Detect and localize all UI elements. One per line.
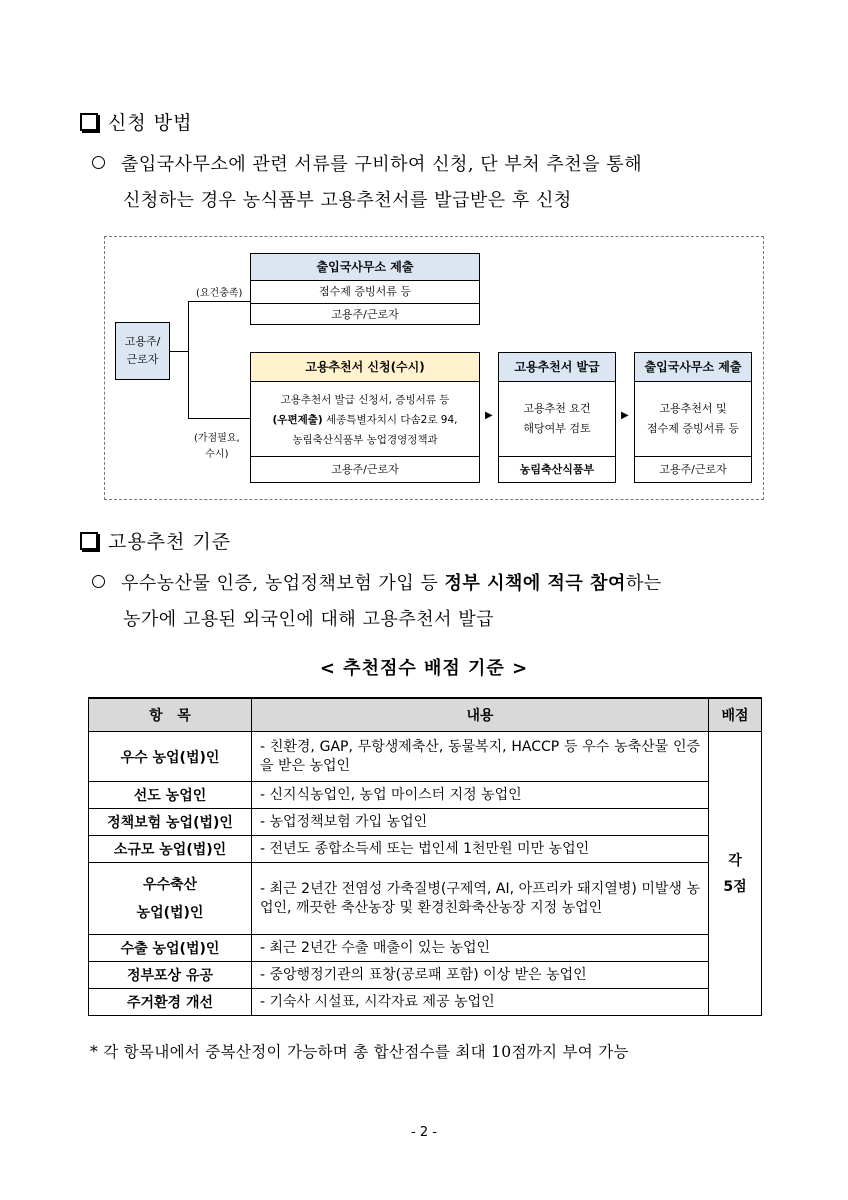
bullet-paragraph-2-cont xyxy=(123,605,494,631)
box-immigration-submit xyxy=(634,352,752,483)
table-row xyxy=(89,809,762,836)
row-content: - 중앙행정기관의 표창(공로패 포함) 이상 받은 농업인 xyxy=(252,962,709,989)
criteria-table xyxy=(88,697,762,1016)
box-text: 점수제 증빙서류 등 xyxy=(646,422,739,435)
box-header: 출입국사무소 제출 xyxy=(635,353,751,382)
table-header-row xyxy=(89,698,762,732)
box-recommendation-issue xyxy=(498,352,616,483)
connector-line xyxy=(188,301,250,302)
box-body xyxy=(251,382,479,457)
box-footer: 고용주/근로자 xyxy=(659,463,727,476)
row-item: 선도 농업인 xyxy=(89,782,252,809)
box-header: 고용추천서 신청(수시) xyxy=(251,353,479,382)
box-header: 출입국사무소 제출 xyxy=(251,254,479,281)
row-item: 수출 농업(법)인 xyxy=(89,935,252,962)
box-body xyxy=(635,382,751,457)
bullet-text: 하는 xyxy=(625,573,662,594)
bullet-text: 출입국사무소에 관련 서류를 구비하여 신청, 단 부처 추천을 통해 xyxy=(121,154,643,175)
box-text: 농림축산식품부 농업경영정책과 xyxy=(292,434,438,446)
row-item: 우수 농업(법)인 xyxy=(89,732,252,782)
row-item: 정책보험 농업(법)인 xyxy=(89,809,252,836)
bullet-paragraph-1-cont xyxy=(123,186,572,212)
connector-line xyxy=(170,351,188,352)
table-row xyxy=(89,732,762,782)
box-row: 점수제 증빙서류 등 xyxy=(251,281,479,304)
bullet-paragraph-1 xyxy=(92,150,642,176)
column-header-item: 항 목 xyxy=(89,698,252,732)
score-text: 5점 xyxy=(723,878,747,895)
box-footer: 고용주/근로자 xyxy=(331,463,399,476)
box-text: 고용추천서 발급 신청서, 증빙서류 등 xyxy=(280,394,450,406)
box-text: 고용추천 요건 xyxy=(523,402,591,415)
row-item xyxy=(89,863,252,935)
box-text: 세종특별자치시 다솜2로 94, xyxy=(322,414,458,426)
row-item: 소규모 농업(법)인 xyxy=(89,836,252,863)
box-body xyxy=(499,382,615,457)
row-item: 주거환경 개선 xyxy=(89,989,252,1016)
box-text: 해당여부 검토 xyxy=(523,422,591,435)
row-content: - 친환경, GAP, 무항생제축산, 동물복지, HACCP 등 우수 농축산물 인증을 받은 농업인 xyxy=(252,732,709,782)
branch-label-text: 수시) xyxy=(205,449,229,460)
box-text: 고용추천서 및 xyxy=(659,402,727,415)
column-header-score: 배점 xyxy=(709,698,762,732)
start-label: 근로자 xyxy=(126,353,159,366)
table-row xyxy=(89,863,762,935)
row-content: - 농업정책보험 가입 농업인 xyxy=(252,809,709,836)
section-title: 고용추천 기준 xyxy=(108,531,232,553)
row-content: - 전년도 종합소득세 또는 법인세 1천만원 미만 농업인 xyxy=(252,836,709,863)
bullet-text: 농가에 고용된 외국인에 대해 고용추천서 발급 xyxy=(123,609,494,630)
table-row xyxy=(89,836,762,863)
column-header-content: 내용 xyxy=(252,698,709,732)
box-text-bold: (우편제출) xyxy=(272,414,323,426)
table-row xyxy=(89,935,762,962)
row-content: - 신지식농업인, 농업 마이스터 지정 농업인 xyxy=(252,782,709,809)
row-item-text: 농업(법)인 xyxy=(136,904,204,921)
circle-bullet-icon xyxy=(92,156,105,169)
start-label: 고용주/ xyxy=(124,335,161,348)
table-row xyxy=(89,962,762,989)
checkbox-square-icon xyxy=(80,113,98,131)
section-heading-application xyxy=(80,108,192,135)
box-header: 고용추천서 발급 xyxy=(499,353,615,382)
row-item: 정부포상 유공 xyxy=(89,962,252,989)
branch-label-upper: (요건충족) xyxy=(196,288,243,299)
table-row xyxy=(89,989,762,1016)
row-content: - 기숙사 시설표, 시각자료 제공 농업인 xyxy=(252,989,709,1016)
bullet-text: 신청하는 경우 농식품부 고용추천서를 발급받은 후 신청 xyxy=(123,190,572,211)
arrow-right-icon: ▶ xyxy=(485,410,493,421)
arrow-right-icon: ▶ xyxy=(621,410,629,421)
connector-line xyxy=(188,418,250,419)
branch-label-lower xyxy=(194,431,240,463)
table-row xyxy=(89,782,762,809)
circle-bullet-icon xyxy=(92,575,105,588)
connector-line xyxy=(188,301,189,419)
row-item-text: 우수축산 xyxy=(142,876,198,893)
row-content: - 최근 2년간 전염성 가축질병(구제역, AI, 아프리카 돼지열병) 미발생 농업인, 깨끗한 축산농장 및 환경친화축산농장 지정 농업인 xyxy=(252,863,709,935)
table-caption: < 추천점수 배점 기준 > xyxy=(319,658,529,679)
start-box-employer xyxy=(115,322,170,380)
box-footer: 농림축산식품부 xyxy=(519,463,595,476)
score-text: 각 xyxy=(728,852,742,869)
section-title: 신청 방법 xyxy=(108,112,193,134)
bullet-paragraph-2 xyxy=(92,569,662,595)
bullet-text: 우수농산물 인증, 농업정책보험 가입 등 xyxy=(121,573,445,594)
box-row: 고용주/근로자 xyxy=(331,308,399,321)
box-immigration-submit-direct xyxy=(250,253,480,325)
box-recommendation-apply xyxy=(250,352,480,483)
footnote: * 각 항목내에서 중복산정이 가능하며 총 합산점수를 최대 10점까지 부여 가능 xyxy=(90,1043,629,1061)
page-number: - 2 - xyxy=(411,1125,437,1140)
row-content: - 최근 2년간 수출 매출이 있는 농업인 xyxy=(252,935,709,962)
bullet-text-bold: 정부 시책에 적극 참여 xyxy=(444,573,626,594)
box-text xyxy=(251,410,479,430)
checkbox-square-icon xyxy=(80,532,98,550)
score-cell xyxy=(709,732,762,1016)
branch-label-text: (가점필요, xyxy=(194,433,240,444)
section-heading-criteria xyxy=(80,527,231,554)
